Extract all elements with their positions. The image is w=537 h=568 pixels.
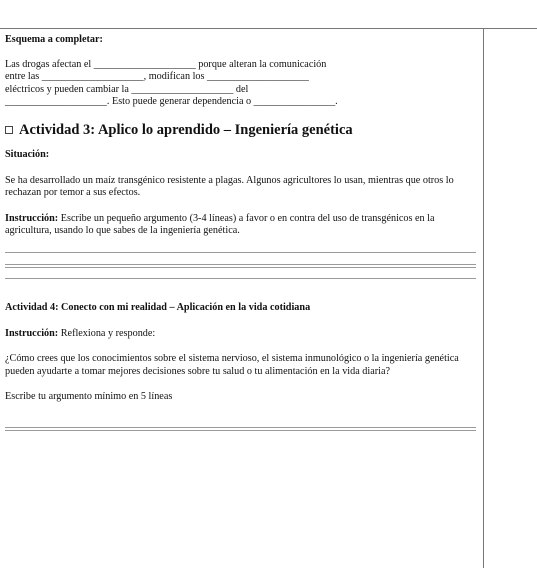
schema-line-2: entre las ____________________, modifican los ____________________: [5, 71, 309, 83]
schema-line-4: ____________________. Esto puede generar dependencia o ________________.: [5, 96, 338, 108]
schema-line-1: Las drogas afectan el ____________________ porque alteran la comunicación: [5, 58, 327, 70]
worksheet-content: [5, 34, 476, 431]
activity4-question: ¿Cómo crees que los conocimientos sobre el sistema nervioso, el sistema inmunológico o la ingeniería genética pueden ayudarte a tomar mejores decisiones sobre tu salud o tu alimentación en la vida diaria?: [5, 353, 459, 377]
table-column-border: [483, 28, 484, 568]
checkbox-icon: [5, 126, 13, 134]
situation-text: Se ha desarrollado un maíz transgénico resistente a plagas. Algunos agricultores lo usan, mientras que otros lo rechazan por temor a sus efectos.: [5, 174, 454, 199]
answer-line-4: [5, 427, 476, 431]
table-top-border: [0, 28, 537, 29]
schema-title: Esquema a completar:: [5, 34, 103, 45]
schema-line-3: eléctricos y pueden cambiar la ____________________ del: [5, 83, 249, 95]
activity4-heading: Actividad 4: Conecto con mi realidad – Aplicación en la vida cotidiana: [5, 301, 311, 313]
activity3-instruction: Instrucción: Escribe un pequeño argumento (3-4 líneas) a favor o en contra del uso de transgénicos en la agricultura, usando lo que sabes de la ingeniería genética.: [5, 212, 435, 237]
activity4-prompt: Escribe tu argumento mínimo en 5 líneas: [5, 391, 173, 403]
activity3-heading: Actividad 3: Aplico lo aprendido – Ingeniería genética: [5, 121, 476, 139]
situation-label: Situación:: [5, 148, 50, 160]
activity4-instruction: Instrucción: Reflexiona y responde:: [5, 327, 156, 339]
